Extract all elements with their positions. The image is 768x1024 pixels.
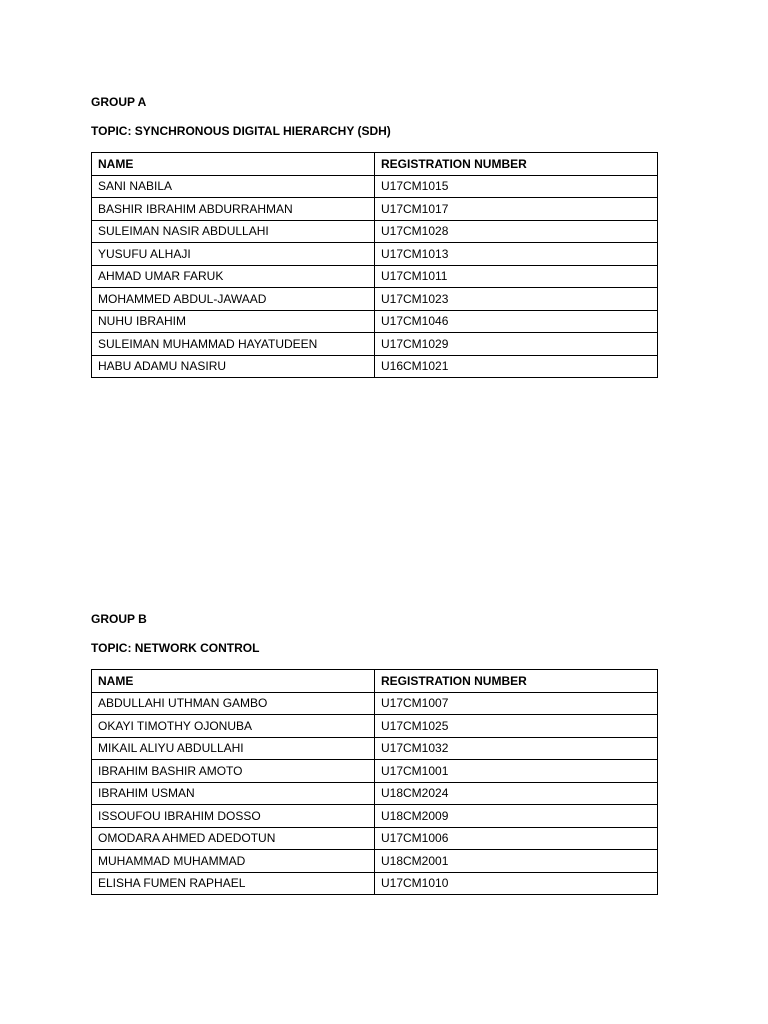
table-row — [92, 288, 658, 311]
table-row — [92, 220, 658, 243]
registration-number-cell: U17CM1010 — [375, 872, 658, 895]
topic-heading: TOPIC: NETWORK CONTROL — [91, 641, 260, 655]
registration-number-cell: U17CM1032 — [375, 737, 658, 760]
registration-number-cell: U18CM2001 — [375, 850, 658, 873]
registration-number-cell: U17CM1029 — [375, 333, 658, 356]
registration-number-cell: U17CM1013 — [375, 243, 658, 266]
student-name-cell: BASHIR IBRAHIM ABDURRAHMAN — [92, 198, 375, 221]
registration-number-cell: U18CM2024 — [375, 782, 658, 805]
table-header-row — [92, 670, 658, 693]
student-name-cell: HABU ADAMU NASIRU — [92, 355, 375, 378]
table-row — [92, 872, 658, 895]
student-name-cell: IBRAHIM BASHIR AMOTO — [92, 760, 375, 783]
table-row — [92, 850, 658, 873]
registration-number-cell: U17CM1007 — [375, 692, 658, 715]
student-name-cell: SULEIMAN NASIR ABDULLAHI — [92, 220, 375, 243]
group-b-table — [91, 669, 658, 895]
table-row — [92, 827, 658, 850]
registration-column-header: REGISTRATION NUMBER — [375, 153, 658, 176]
table-row — [92, 310, 658, 333]
registration-number-cell: U17CM1011 — [375, 265, 658, 288]
student-name-cell: NUHU IBRAHIM — [92, 310, 375, 333]
table-row — [92, 265, 658, 288]
student-name-cell: MIKAIL ALIYU ABDULLAHI — [92, 737, 375, 760]
registration-number-cell: U17CM1015 — [375, 175, 658, 198]
student-name-cell: OMODARA AHMED ADEDOTUN — [92, 827, 375, 850]
group-a-table — [91, 152, 658, 378]
group-label: GROUP B — [91, 612, 147, 626]
registration-number-cell: U16CM1021 — [375, 355, 658, 378]
student-name-cell: MUHAMMAD MUHAMMAD — [92, 850, 375, 873]
table-row — [92, 333, 658, 356]
student-name-cell: OKAYI TIMOTHY OJONUBA — [92, 715, 375, 738]
table-row — [92, 692, 658, 715]
table-row — [92, 760, 658, 783]
registration-number-cell: U17CM1025 — [375, 715, 658, 738]
student-name-cell: SULEIMAN MUHAMMAD HAYATUDEEN — [92, 333, 375, 356]
table-row — [92, 175, 658, 198]
registration-number-cell: U17CM1001 — [375, 760, 658, 783]
name-column-header: NAME — [92, 670, 375, 693]
registration-number-cell: U17CM1046 — [375, 310, 658, 333]
student-name-cell: IBRAHIM USMAN — [92, 782, 375, 805]
table-row — [92, 355, 658, 378]
registration-number-cell: U17CM1028 — [375, 220, 658, 243]
student-name-cell: ABDULLAHI UTHMAN GAMBO — [92, 692, 375, 715]
registration-number-cell: U17CM1023 — [375, 288, 658, 311]
student-name-cell: MOHAMMED ABDUL-JAWAAD — [92, 288, 375, 311]
student-name-cell: ISSOUFOU IBRAHIM DOSSO — [92, 805, 375, 828]
name-column-header: NAME — [92, 153, 375, 176]
student-name-cell: SANI NABILA — [92, 175, 375, 198]
student-name-cell: YUSUFU ALHAJI — [92, 243, 375, 266]
registration-number-cell: U17CM1017 — [375, 198, 658, 221]
registration-number-cell: U18CM2009 — [375, 805, 658, 828]
registration-number-cell: U17CM1006 — [375, 827, 658, 850]
group-b-section — [91, 611, 657, 895]
table-row — [92, 737, 658, 760]
registration-column-header: REGISTRATION NUMBER — [375, 670, 658, 693]
student-name-cell: AHMAD UMAR FARUK — [92, 265, 375, 288]
table-row — [92, 805, 658, 828]
table-header-row — [92, 153, 658, 176]
group-label: GROUP A — [91, 95, 147, 109]
student-name-cell: ELISHA FUMEN RAPHAEL — [92, 872, 375, 895]
topic-heading: TOPIC: SYNCHRONOUS DIGITAL HIERARCHY (SDH) — [91, 124, 391, 138]
table-row — [92, 243, 658, 266]
group-a-section — [91, 94, 657, 378]
table-row — [92, 715, 658, 738]
table-row — [92, 198, 658, 221]
table-row — [92, 782, 658, 805]
